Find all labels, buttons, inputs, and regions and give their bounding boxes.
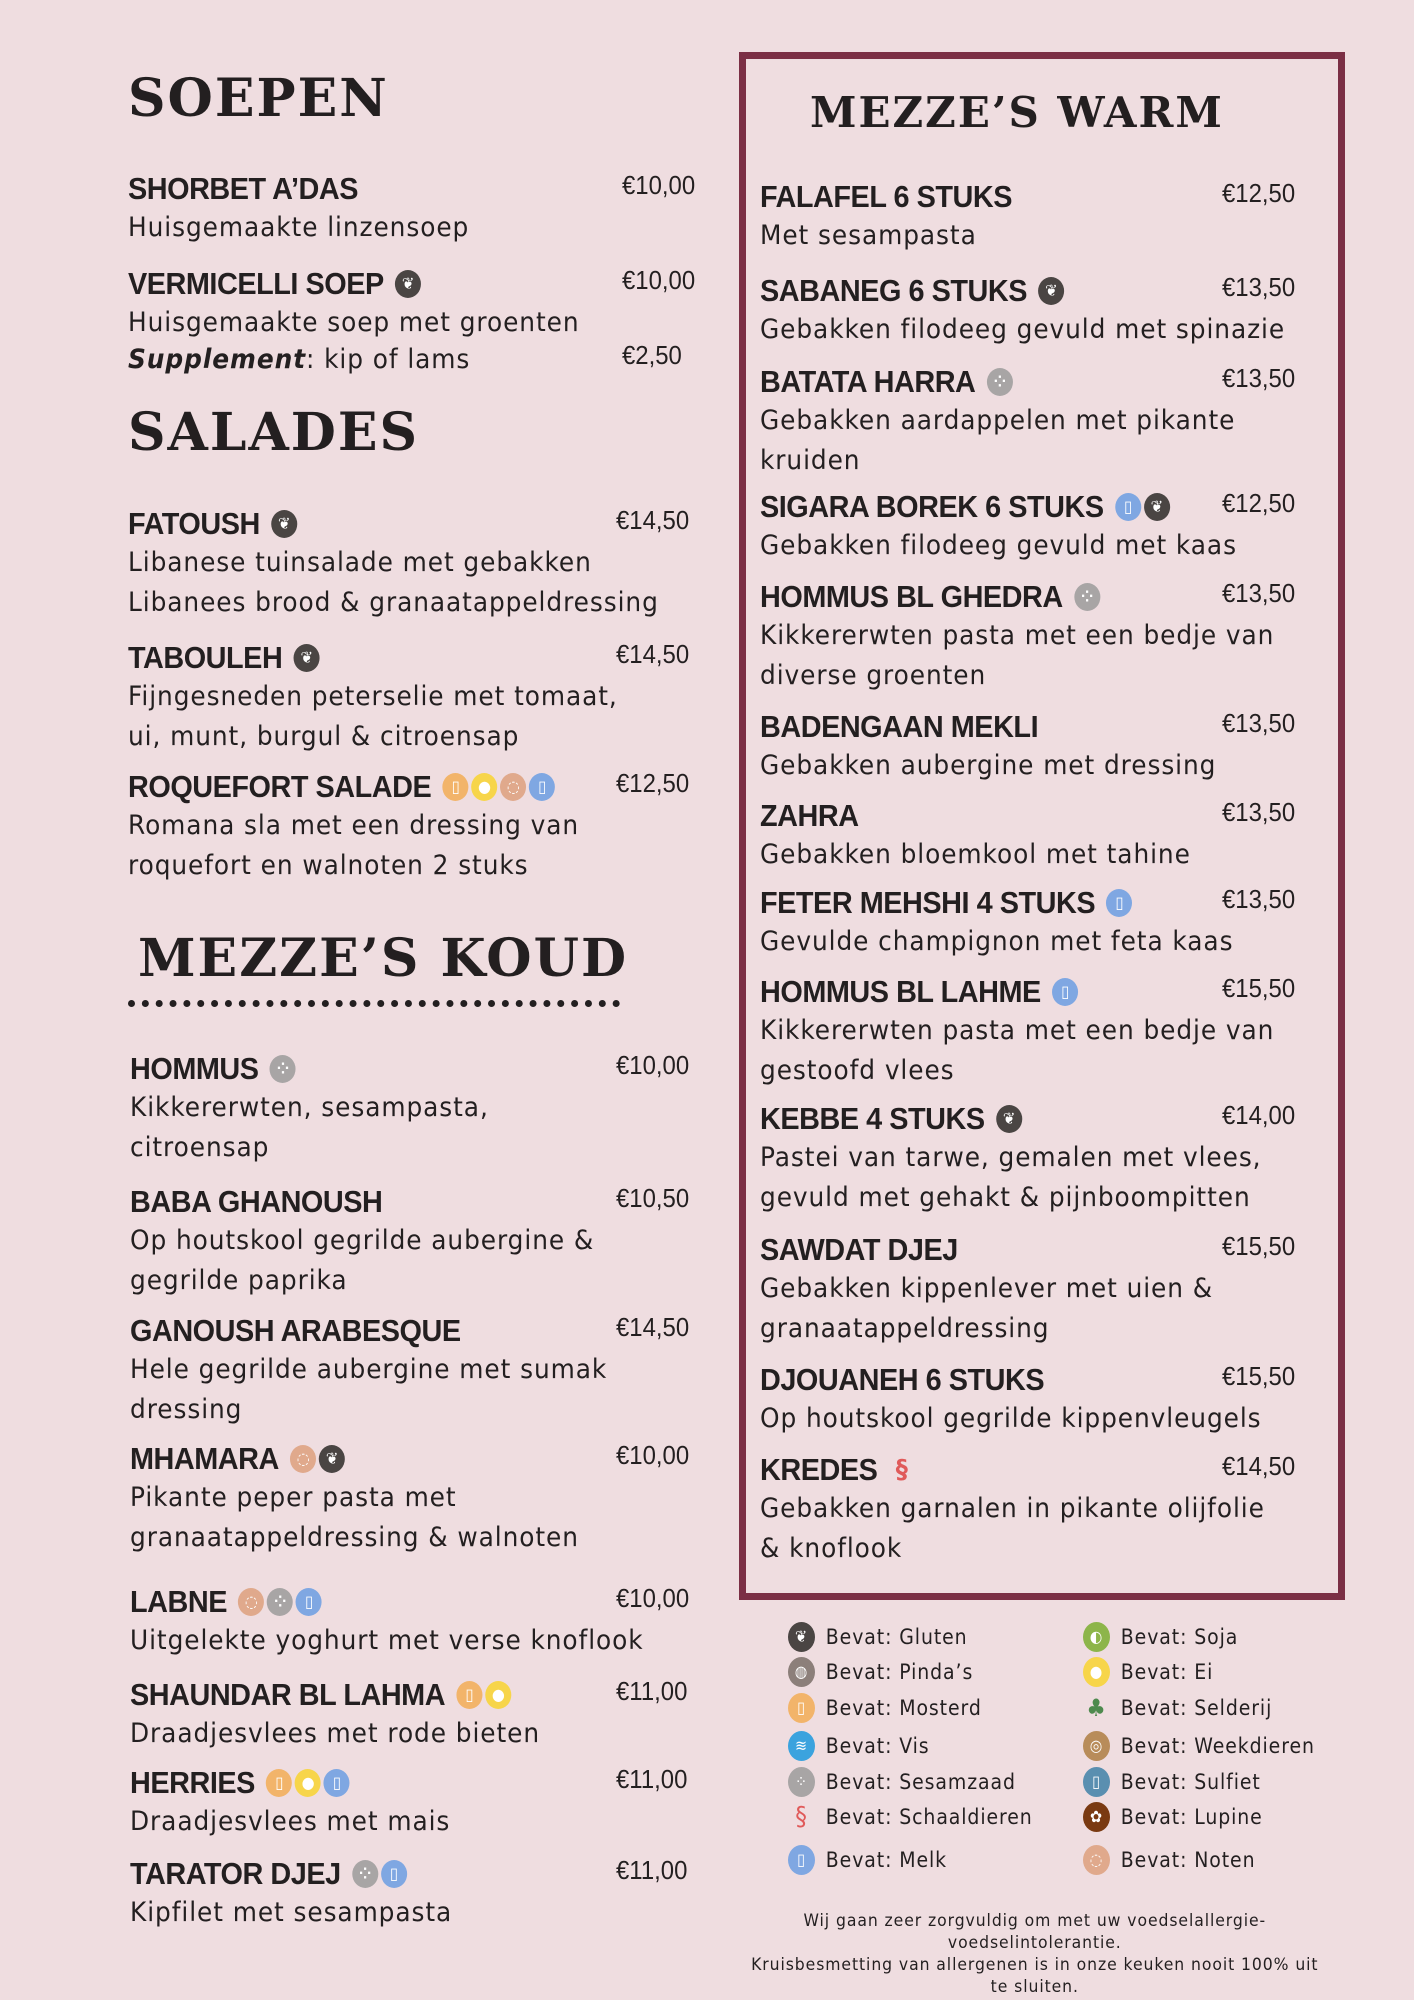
soy-icon: ◐ <box>1083 1622 1110 1652</box>
peanut-icon: ◍ <box>788 1657 815 1687</box>
menu-item-description: Draadjesvlees met rode bieten <box>130 1718 541 1749</box>
menu-item-price: €15,50 <box>1222 973 1296 1003</box>
menu-item-name <box>128 768 584 806</box>
legend-item <box>788 1767 1016 1797</box>
menu-item-description: Huisgemaakte linzensoep <box>128 212 470 243</box>
menu-item-price: €12,50 <box>616 768 690 798</box>
menu-item <box>130 1312 649 1430</box>
menu-item <box>130 1764 478 1842</box>
menu-item-description: Pastei van tarwe, gemalen met vlees, <box>760 1142 1262 1173</box>
menu-item-title: SAWDAT DJEJ <box>760 1232 958 1267</box>
menu-item <box>760 884 1275 962</box>
menu-item <box>130 1050 520 1168</box>
allergen-icons <box>456 1681 511 1709</box>
disclaimer-line-1: Wij gaan zeer zorgvuldig om met uw voedselallergie- voedselintolerantie. <box>803 1911 1267 1953</box>
legend-item <box>1083 1622 1238 1652</box>
menu-item-name <box>130 1855 456 1893</box>
menu-item-title: SIGARA BOREK 6 STUKS <box>760 489 1104 524</box>
menu-item-title: LABNE <box>130 1584 227 1619</box>
menu-item-price: €10,00 <box>616 1583 690 1613</box>
menu-item-description: Draadjesvlees met mais <box>130 1806 451 1837</box>
nuts-icon: ◌ <box>500 773 526 801</box>
menu-item-price: €13,50 <box>1222 797 1296 827</box>
menu-item-description: Fijngesneden peterselie met tomaat, <box>128 681 618 712</box>
menu-item-description: gevuld met gehakt & pijnboompitten <box>760 1182 1251 1213</box>
menu-item-price: €14,50 <box>1222 1451 1296 1481</box>
menu-item-title: SABANEG 6 STUKS <box>760 273 1027 308</box>
allergen-icons <box>1038 277 1064 305</box>
sesame-icon: ⁘ <box>1074 583 1100 611</box>
sulfite-icon: ▯ <box>1083 1767 1110 1797</box>
menu-item-price: €10,00 <box>616 1440 690 1470</box>
menu-item-description: roquefort en walnoten 2 stuks <box>128 850 529 881</box>
menu-item-price: €14,50 <box>616 505 690 535</box>
menu-item-name <box>130 1676 544 1714</box>
gluten-icon: ❦ <box>293 644 319 672</box>
egg-icon: ● <box>485 1681 511 1709</box>
menu-item-description: Libanees brood & granaatappeldressing <box>128 587 659 618</box>
menu-item-name <box>760 1231 1218 1269</box>
menu-item <box>760 1231 1252 1349</box>
milk-icon: ▯ <box>529 773 555 801</box>
allergen-icons <box>395 270 421 298</box>
menu-item-description: gegrilde paprika <box>130 1265 348 1296</box>
menu-item-price: €12,50 <box>1222 178 1296 208</box>
menu-item-price: €13,50 <box>1222 272 1296 302</box>
menu-item-title: HOMMUS <box>130 1051 259 1086</box>
milk-icon: ▯ <box>1115 493 1141 521</box>
menu-item-description: Gebakken kippenlever met uien & <box>760 1273 1214 1304</box>
legend-item <box>788 1693 982 1723</box>
menu-item-price: €14,50 <box>616 1312 690 1342</box>
menu-item <box>760 488 1278 566</box>
menu-item-price: €13,50 <box>1222 363 1296 393</box>
shellfish-icon: § <box>795 1802 808 1832</box>
menu-item-description: Gevulde champignon met feta kaas <box>760 926 1234 957</box>
menu-item-title: ROQUEFORT SALADE <box>128 769 432 804</box>
menu-item <box>128 170 499 248</box>
allergen-icons <box>266 1769 350 1797</box>
section-title-soepen: SOEPEN <box>128 68 389 129</box>
menu-item-name <box>760 708 1221 746</box>
menu-item-title: KEBBE 4 STUKS <box>760 1101 985 1136</box>
menu-item-name <box>760 1100 1267 1138</box>
allergen-icons <box>1115 493 1170 521</box>
menu-item-title: BATATA HARRA <box>760 364 976 399</box>
supplement-line <box>128 340 470 380</box>
mollusc-icon: ◎ <box>1083 1731 1110 1761</box>
legend-label: Bevat: Schaaldieren <box>825 1805 1033 1829</box>
allergen-icons <box>238 1588 322 1616</box>
allergen-icons <box>1052 978 1078 1006</box>
menu-item-title: FETER MEHSHI 4 STUKS <box>760 885 1096 920</box>
legend-item <box>788 1731 930 1761</box>
milk-icon: ▯ <box>296 1588 322 1616</box>
menu-item-description: Kipfilet met sesampasta <box>130 1897 453 1928</box>
menu-item-price: €10,50 <box>616 1183 690 1213</box>
menu-item-description: Gebakken bloemkool met tahine <box>760 839 1191 870</box>
milk-icon: ▯ <box>1106 889 1132 917</box>
menu-item-description: Libanese tuinsalade met gebakken <box>128 547 592 578</box>
menu-item-title: VERMICELLI SOEP <box>128 266 384 301</box>
menu-item-name <box>760 272 1291 310</box>
menu-item-title: TABOULEH <box>128 640 283 675</box>
milk-icon: ▯ <box>381 1860 407 1888</box>
menu-item-price: €13,50 <box>1222 708 1296 738</box>
menu-item-description: Op houtskool gegrilde kippenvleugels <box>760 1403 1262 1434</box>
allergen-icons <box>352 1860 407 1888</box>
menu-item-title: FALAFEL 6 STUKS <box>760 179 1013 214</box>
menu-item-description: kruiden <box>760 445 861 476</box>
legend-label: Bevat: Gluten <box>825 1625 968 1649</box>
milk-icon: ▯ <box>1052 978 1078 1006</box>
sesame-icon: ⁘ <box>270 1055 296 1083</box>
menu-item-name <box>760 973 1280 1011</box>
menu-item-title: SHAUNDAR BL LAHMA <box>130 1677 446 1712</box>
allergen-icons <box>996 1105 1022 1133</box>
nuts-icon: ◌ <box>1083 1845 1110 1875</box>
supplement-text: : kip of lams <box>305 344 471 375</box>
allergen-icons <box>889 1456 915 1484</box>
menu-item-description: citroensap <box>130 1132 270 1163</box>
menu-item-price: €15,50 <box>1222 1231 1296 1261</box>
sesame-icon: ⁘ <box>267 1588 293 1616</box>
legend-label: Bevat: Ei <box>1120 1660 1214 1684</box>
menu-item-description: Kikkererwten pasta met een bedje van <box>760 1015 1275 1046</box>
menu-item-title: FATOUSH <box>128 506 260 541</box>
menu-item-name <box>128 170 473 208</box>
gluten-icon: ❦ <box>1038 277 1064 305</box>
nuts-icon: ◌ <box>238 1588 264 1616</box>
menu-item <box>760 363 1277 481</box>
menu-item-title: TARATOR DJEJ <box>130 1856 341 1891</box>
section-title-salades: SALADES <box>128 402 420 463</box>
menu-item-price: €14,00 <box>1222 1100 1296 1130</box>
menu-item-description: ui, munt, burgul & citroensap <box>128 721 520 752</box>
menu-item-description: gestoofd vlees <box>760 1055 955 1086</box>
menu-item-name <box>760 1451 1270 1489</box>
mustard-icon: ▯ <box>442 773 468 801</box>
legend-item <box>1083 1731 1315 1761</box>
menu-item-title: HOMMUS BL GHEDRA <box>760 579 1063 614</box>
menu-item-description: Gebakken filodeeg gevuld met spinazie <box>760 314 1286 345</box>
legend-item <box>1083 1845 1255 1875</box>
menu-item-name <box>130 1764 454 1802</box>
legend-item <box>1083 1693 1272 1723</box>
menu-item-description: diverse groenten <box>760 660 987 691</box>
menu-item-price: €13,50 <box>1222 884 1296 914</box>
egg-icon: ● <box>1083 1657 1110 1687</box>
menu-item-description: Kikkererwten, sesampasta, <box>130 1092 489 1123</box>
menu-item <box>130 1676 576 1754</box>
legend-item <box>1083 1767 1261 1797</box>
milk-icon: ▯ <box>788 1845 815 1875</box>
menu-item-name <box>130 1440 584 1478</box>
allergen-icons <box>987 368 1013 396</box>
menu-item-price: €11,00 <box>616 1855 688 1885</box>
menu-item <box>130 1183 635 1301</box>
legend-label: Bevat: Selderij <box>1120 1696 1273 1720</box>
sesame-icon: ⁘ <box>788 1767 815 1797</box>
fish-icon: ≋ <box>788 1731 815 1761</box>
milk-icon: ▯ <box>324 1769 350 1797</box>
menu-item-title: SHORBET A’DAS <box>128 171 358 206</box>
menu-item-price: €12,50 <box>1222 488 1296 518</box>
menu-item-name <box>130 1583 649 1621</box>
legend-label: Bevat: Soja <box>1120 1625 1239 1649</box>
legend-label: Bevat: Weekdieren <box>1120 1734 1315 1758</box>
mustard-icon: ▯ <box>266 1769 292 1797</box>
menu-item-description: Huisgemaakte soep met groenten <box>128 307 580 338</box>
menu-item-description: Hele gegrilde aubergine met sumak <box>130 1354 608 1385</box>
menu-item-description: Met sesampasta <box>760 220 977 251</box>
lupine-icon: ✿ <box>1083 1802 1110 1832</box>
menu-item-title: GANOUSH ARABESQUE <box>130 1313 461 1348</box>
menu-item-name <box>760 1361 1267 1399</box>
menu-item <box>760 797 1228 875</box>
menu-item-price: €13,50 <box>1222 578 1296 608</box>
menu-item-price: €10,00 <box>622 265 696 295</box>
menu-item-price: €10,00 <box>616 1050 690 1080</box>
menu-item-name <box>128 639 623 677</box>
menu-item-description: Gebakken aardappelen met pikante <box>760 405 1236 436</box>
legend-label: Bevat: Sulfiet <box>1120 1770 1261 1794</box>
menu-item-description: Pikante peper pasta met <box>130 1482 457 1513</box>
menu-item-title: HERRIES <box>130 1765 255 1800</box>
section-title-mezzes-warm: MEZZE’S WARM <box>810 88 1224 137</box>
allergen-icons <box>293 644 319 672</box>
allergen-icons <box>290 1445 345 1473</box>
menu-item-description: Gebakken garnalen in pikante olijfolie <box>760 1493 1265 1524</box>
menu-item-description: dressing <box>130 1394 243 1425</box>
menu-item-description: Gebakken aubergine met dressing <box>760 750 1217 781</box>
egg-icon: ● <box>295 1769 321 1797</box>
shellfish-icon: § <box>895 1455 908 1485</box>
allergen-icons <box>270 1055 296 1083</box>
menu-item-name <box>760 884 1239 922</box>
gluten-icon: ❦ <box>996 1105 1022 1133</box>
menu-item-name <box>130 1183 599 1221</box>
legend-item <box>788 1622 968 1652</box>
menu-item-name <box>128 505 665 543</box>
menu-item-title: BABA GHANOUSH <box>130 1184 383 1219</box>
supplement-price: €2,50 <box>622 340 682 370</box>
gluten-icon: ❦ <box>1144 493 1170 521</box>
menu-item-price: €15,50 <box>1222 1361 1296 1391</box>
mustard-icon: ▯ <box>456 1681 482 1709</box>
sesame-icon: ⁘ <box>987 368 1013 396</box>
menu-item <box>130 1440 618 1558</box>
menu-item-name <box>760 578 1280 616</box>
disclaimer-line-2: Kruisbesmetting van allergenen is in onze keuken nooit 100% uit te sluiten. <box>751 1955 1319 1997</box>
gluten-icon: ❦ <box>271 510 297 538</box>
menu-item <box>128 265 619 343</box>
gluten-icon: ❦ <box>395 270 421 298</box>
menu-item-description: Gebakken filodeeg gevuld met kaas <box>760 530 1237 561</box>
legend-item <box>1083 1657 1213 1687</box>
supplement-label: Supplement <box>128 344 306 375</box>
legend-label: Bevat: Lupine <box>1120 1805 1263 1829</box>
dotted-divider <box>128 1000 620 1007</box>
legend-item <box>1083 1802 1263 1832</box>
gluten-icon: ❦ <box>788 1622 815 1652</box>
section-title-mezzes-koud: MEZZE’S KOUD <box>138 928 629 989</box>
menu-item-description: Romana sla met een dressing van <box>128 810 580 841</box>
menu-item-name <box>130 1050 493 1088</box>
menu-item-title: BADENGAAN MEKLI <box>760 709 1039 744</box>
menu-item-description: granaatappeldressing <box>760 1313 1050 1344</box>
menu-item-title: MHAMARA <box>130 1441 279 1476</box>
legend-label: Bevat: Mosterd <box>825 1696 982 1720</box>
mustard-icon: ▯ <box>788 1693 815 1723</box>
legend-label: Bevat: Sesamzaad <box>825 1770 1016 1794</box>
menu-item <box>760 178 1031 256</box>
menu-item-price: €11,00 <box>616 1676 688 1706</box>
legend-label: Bevat: Melk <box>825 1848 947 1872</box>
legend-label: Bevat: Noten <box>1120 1848 1256 1872</box>
menu-item <box>130 1583 688 1661</box>
menu-item-description: Kikkererwten pasta met een bedje van <box>760 620 1275 651</box>
menu-item-description: Op houtskool gegrilde aubergine & <box>130 1225 595 1256</box>
menu-item-price: €11,00 <box>616 1764 688 1794</box>
sesame-icon: ⁘ <box>352 1860 378 1888</box>
allergen-icons <box>1074 583 1100 611</box>
menu-item-name <box>130 1312 612 1350</box>
legend-item <box>788 1845 947 1875</box>
nuts-icon: ◌ <box>290 1445 316 1473</box>
menu-item-name <box>760 178 1012 216</box>
allergen-icons <box>1106 889 1132 917</box>
menu-item-title: ZAHRA <box>760 798 859 833</box>
menu-item <box>128 768 618 886</box>
menu-item <box>128 639 660 757</box>
menu-item-description: Uitgelekte yoghurt met verse knoflook <box>130 1625 644 1656</box>
menu-item-description: granaatappeldressing & walnoten <box>130 1522 579 1553</box>
legend-label: Bevat: Vis <box>825 1734 930 1758</box>
menu-item <box>760 708 1256 786</box>
legend-label: Bevat: Pinda’s <box>825 1660 974 1684</box>
gluten-icon: ❦ <box>319 1445 345 1473</box>
menu-item-name <box>760 797 1195 835</box>
menu-item-description: & knoflook <box>760 1533 903 1564</box>
allergy-disclaimer <box>745 1910 1325 1998</box>
celery-icon: ♣ <box>1086 1694 1107 1722</box>
allergen-icons <box>271 510 297 538</box>
menu-item-name <box>760 363 1241 401</box>
menu-item-title: HOMMUS BL LAHME <box>760 974 1041 1009</box>
legend-item <box>788 1657 973 1687</box>
menu-item-name <box>760 488 1242 526</box>
allergen-icons <box>442 773 555 801</box>
menu-item-price: €10,00 <box>622 170 696 200</box>
egg-icon: ● <box>471 773 497 801</box>
menu-item-name <box>128 265 584 303</box>
menu-item <box>130 1855 480 1933</box>
menu-item-price: €14,50 <box>616 639 690 669</box>
menu-item-title: KREDES <box>760 1452 878 1487</box>
legend-item <box>788 1802 1033 1832</box>
menu-item-title: DJOUANEH 6 STUKS <box>760 1362 1045 1397</box>
